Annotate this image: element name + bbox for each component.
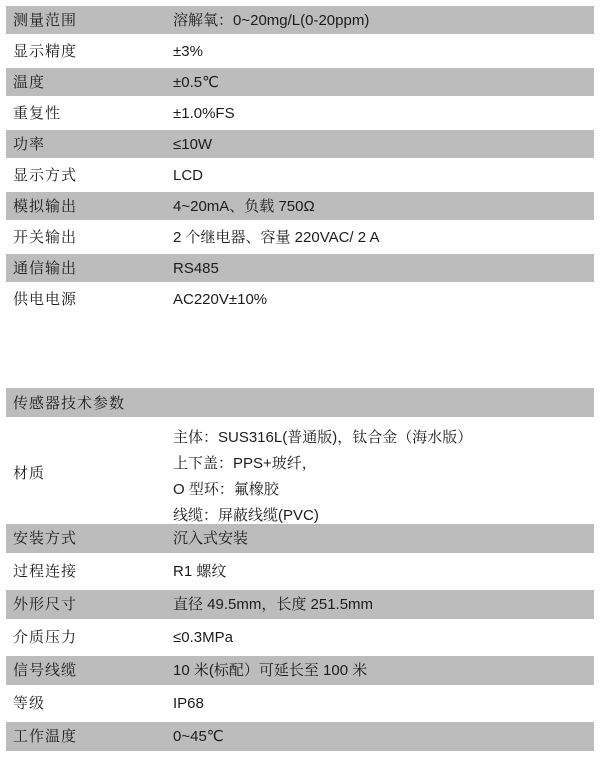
row-label: 重复性 xyxy=(13,104,62,122)
row-value: 沉入式安装 xyxy=(173,530,249,547)
row-value: 4~20mA、负载 750Ω xyxy=(173,197,315,215)
row-label: 工作温度 xyxy=(13,728,78,745)
row-label: 材质 xyxy=(13,465,46,482)
row-label: 功率 xyxy=(13,135,46,153)
row-value: 10 米(标配）可延长至 100 米 xyxy=(173,662,368,679)
table-row xyxy=(6,557,594,586)
row-label: 开关输出 xyxy=(13,228,78,246)
material-lines xyxy=(173,421,594,524)
section-header: 传感器技术参数 xyxy=(6,388,594,417)
material-line: 主体：SUS316L(普通版)，钛合金（海水版） xyxy=(173,429,473,446)
table-row xyxy=(6,623,594,652)
table-row xyxy=(6,99,594,127)
row-label: 测量范围 xyxy=(13,11,78,29)
row-label: 通信输出 xyxy=(13,259,78,277)
row-value: RS485 xyxy=(173,259,219,277)
row-label: 外形尺寸 xyxy=(13,596,78,613)
row-value: ±1.0%FS xyxy=(173,104,235,122)
row-value: 0~45℃ xyxy=(173,728,224,745)
table-row xyxy=(6,130,594,158)
row-label: 温度 xyxy=(13,73,46,91)
material-line: 线缆：屏蔽线缆(PVC) xyxy=(173,507,319,524)
section-gap xyxy=(6,316,594,388)
row-label: 过程连接 xyxy=(13,563,78,580)
row-value: 直径 49.5mm，长度 251.5mm xyxy=(173,596,374,613)
table-row xyxy=(6,223,594,251)
row-value: ±0.5℃ xyxy=(173,73,219,91)
table-row xyxy=(6,285,594,313)
row-label: 模拟输出 xyxy=(13,197,78,215)
row-value: R1 螺纹 xyxy=(173,563,227,580)
row-value: ≤0.3MPa xyxy=(173,629,233,646)
table-row-material xyxy=(6,421,594,524)
row-value: ±3% xyxy=(173,42,203,60)
table-row xyxy=(6,656,594,685)
controller-spec-table xyxy=(6,6,594,313)
table-row xyxy=(6,37,594,65)
row-value: AC220V±10% xyxy=(173,290,268,308)
row-value: 溶解氧：0~20mg/L(0-20ppm) xyxy=(173,11,370,29)
table-row xyxy=(6,689,594,718)
table-row xyxy=(6,590,594,619)
row-label: 显示精度 xyxy=(13,42,78,60)
row-label: 等级 xyxy=(13,695,46,712)
material-line: 上下盖：PPS+玻纤， xyxy=(173,455,317,472)
table-row xyxy=(6,722,594,751)
row-value: LCD xyxy=(173,166,204,184)
table-row xyxy=(6,192,594,220)
row-label: 显示方式 xyxy=(13,166,78,184)
table-row xyxy=(6,68,594,96)
table-row xyxy=(6,6,594,34)
row-label: 安装方式 xyxy=(13,530,78,547)
row-label: 供电电源 xyxy=(13,290,78,308)
row-value: IP68 xyxy=(173,695,204,712)
row-label: 介质压力 xyxy=(13,629,78,646)
row-value: ≤10W xyxy=(173,135,213,153)
material-line: O 型环：氟橡胶 xyxy=(173,481,279,498)
row-value: 2 个继电器、容量 220VAC/ 2 A xyxy=(173,228,380,246)
sensor-spec-table xyxy=(6,388,594,751)
table-row xyxy=(6,161,594,189)
row-label: 信号线缆 xyxy=(13,662,78,679)
table-row xyxy=(6,254,594,282)
